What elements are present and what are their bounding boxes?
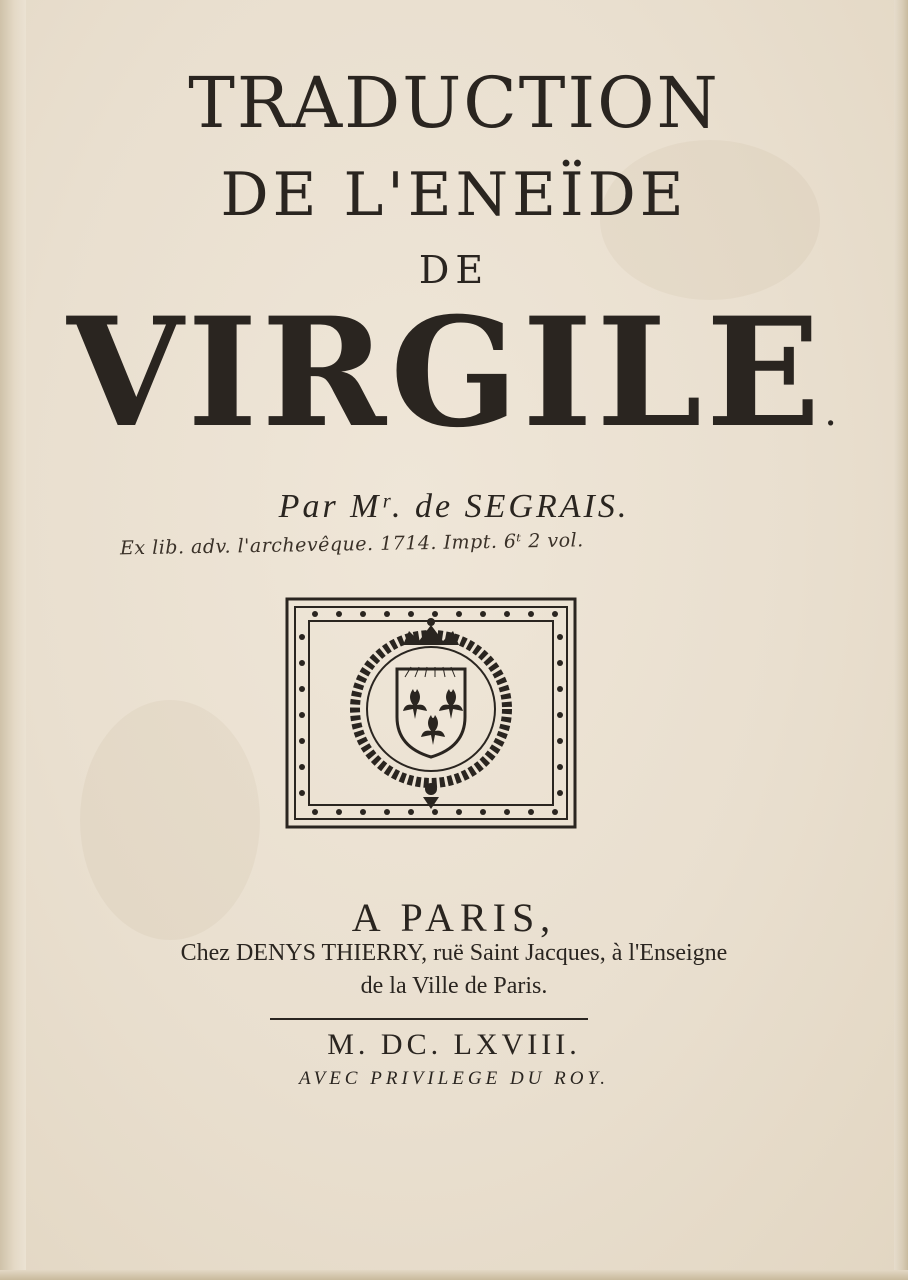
crown bbox=[403, 618, 459, 645]
imprint-place: A PARIS, bbox=[351, 895, 557, 940]
publication-year: M. DC. LXVIII. bbox=[327, 1028, 581, 1061]
title-main-word: VIRGILE bbox=[67, 285, 825, 461]
author-line: Par Mʳ. de SEGRAIS. bbox=[278, 488, 630, 525]
horizontal-rule bbox=[270, 1018, 588, 1020]
shield bbox=[397, 667, 465, 757]
manuscript-note: Ex lib. adv. l'archevêque. 1714. Impt. 6ᵗ 2 vol. bbox=[119, 529, 584, 560]
royal-arms-fleur-de-lis-icon bbox=[285, 597, 577, 829]
royal-privilege-line: AVEC PRIVILEGE DU ROY. bbox=[298, 1068, 610, 1089]
title-line-1: TRADUCTION bbox=[188, 62, 720, 144]
title-line-4 bbox=[0, 285, 908, 487]
publisher-line-2: de la Ville de Paris. bbox=[360, 973, 548, 999]
title-line-2: DE L'ENEÏDE bbox=[220, 160, 688, 230]
title-line-3: DE bbox=[418, 248, 490, 292]
page-bottom-edge bbox=[0, 1270, 908, 1280]
title-period: . bbox=[824, 389, 841, 435]
publisher-line-1: Chez DENYS THIERRY, ruë Saint Jacques, à l'Enseigne bbox=[180, 940, 728, 966]
